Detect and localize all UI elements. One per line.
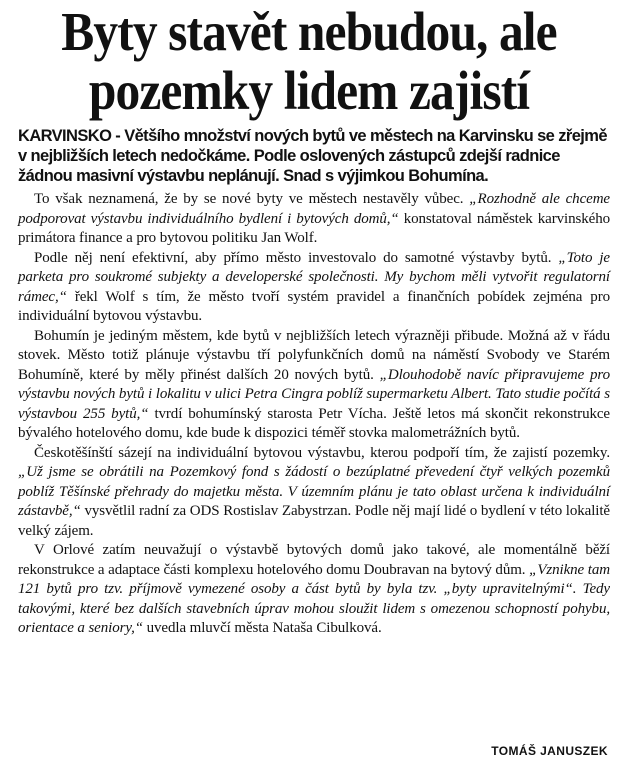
body-paragraph xyxy=(18,249,610,327)
quote-text: „Rozhodně ale chceme podporovat výstavbu individuálního bydlení i bytových domů,“ xyxy=(18,191,610,227)
headline-line-1: Byty stavět nebudou, ale xyxy=(61,1,557,62)
lead-paragraph xyxy=(18,126,610,186)
paragraph-text: tvrdí bohumínský starosta Petr Vícha. Ještě letos má skončit rekonstrukce bývalého hotelového domu, kde bude k dispozici téměř stovka malometrážních bytů. xyxy=(18,405,610,441)
paragraph-text: To však neznamená, že by se nové byty ve městech nestavěly vůbec. xyxy=(34,191,470,207)
paragraph-text: vysvětlil radní za ODS Rostislav Zabystrzan. Podle něj mají lidé o bydlení v této lokalitě velký zájem. xyxy=(18,503,610,539)
body-paragraph xyxy=(18,444,610,542)
headline xyxy=(31,0,587,120)
paragraph-text: V Orlové zatím neuvažují o výstavbě bytových domů jako takové, ale momentálně běží rekonstrukce a adaptace části komplexu hotelového domu Doubravan na bytový dům. xyxy=(18,542,610,578)
quote-text: „Už jsme se obrátili na Pozemkový fond s žádostí o bezúplatné převedení čtyř velkých pozemků poblíž Těšínské přehrady do majetku města. V územním plánu je tato oblast určena k individuální zástavbě,“ xyxy=(18,464,610,519)
body-paragraph xyxy=(18,327,610,444)
paragraph-text: konstatoval náměstek karvinského primátora finance a pro bytovou politiku Jan Wolf. xyxy=(18,210,610,246)
paragraph-text: Bohumín je jediným městem, kde bytů v nejbližších letech výrazněji přibude. Možná až v řádu stovek. Město totiž plánuje výstavbu tří polyfunkčních domů na náměstí Svobody ve Starém Bohumíně, které by měly přinést dalších 20 nových bytů. xyxy=(18,327,610,383)
paragraph-text: Českotěšínští sázejí na individuální bytovou výstavbu, kterou podpoří tím, že zajistí pozemky. xyxy=(34,444,610,461)
article-body xyxy=(18,190,610,639)
byline: TOMÁŠ JANUSZEK xyxy=(491,744,608,758)
quote-text: „Toto je parketa pro soukromé subjekty a developerské společnosti. My bychom měli vytvořit regulatorní rámec,“ xyxy=(18,249,610,305)
paragraph-text: Podle něj není efektivní, aby přímo město investovalo do samotné výstavby bytů. xyxy=(34,249,559,266)
paragraph-text: uvedla mluvčí města Nataša Cibulková. xyxy=(142,620,382,636)
quote-text: „Vznikne tam 121 bytů pro tzv. příjmově vymezené osoby a část bytů by byla tzv. „byty upravitelnými“. Tedy takovými, které bez dalších stavebních úprav mohou sloužit lidem s omezenou schopností pohybu, orientace a seniory,“ xyxy=(18,561,610,636)
quote-text: „Dlouhodobě navíc připravujeme pro výstavbu nových bytů i lokalitu v ulici Petra Cingra poblíž supermarketu Albert. Tato studie počítá s výstavbou 255 bytů,“ xyxy=(18,366,610,422)
lead-text: Většího množství nových bytů ve městech na Karvinsku se zřejmě v nejbližších letech nedočkáme. Podle oslovených zástupců zdejší radnice žádnou masivní výstavbu neplánují. Snad s výjimkou Bohumína. xyxy=(18,127,607,185)
body-paragraph xyxy=(18,190,610,249)
headline-line-2: pozemky lidem zajistí xyxy=(88,60,530,121)
lead-dash: - xyxy=(111,127,125,145)
paragraph-text: řekl Wolf s tím, že město tvoří systém pravidel a finančních pobídek zejména pro individuální bytovou výstavbu. xyxy=(18,288,610,324)
lead-place: KARVINSKO xyxy=(18,127,112,145)
body-paragraph xyxy=(18,541,610,639)
